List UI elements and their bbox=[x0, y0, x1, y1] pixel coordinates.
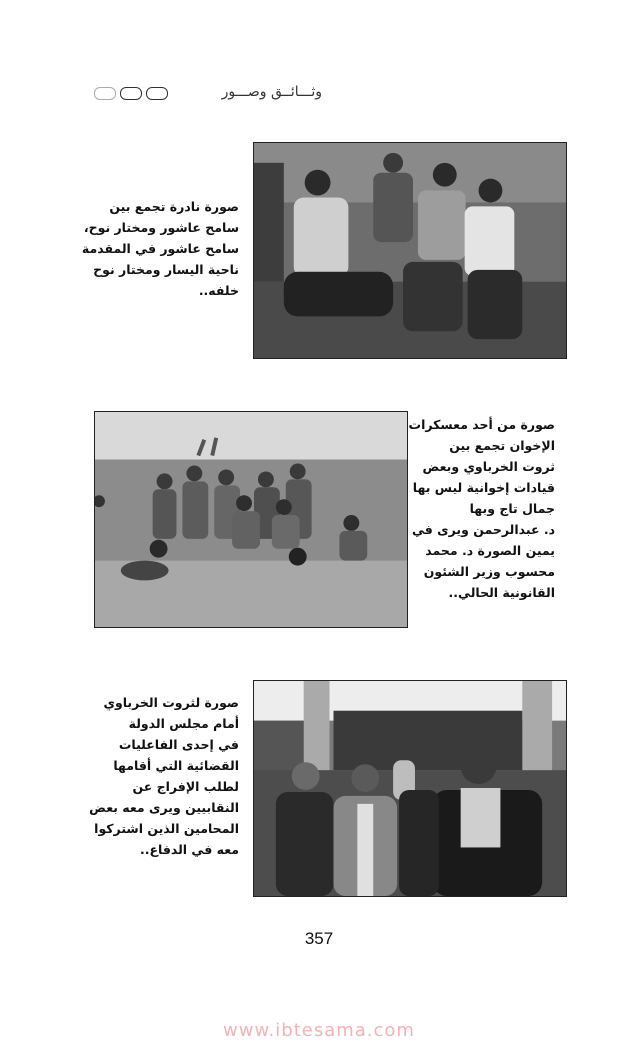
caption-line: جمال تاج وبها bbox=[469, 501, 555, 516]
caption-line: صورة لثروت الخرباوي bbox=[103, 695, 239, 710]
caption-line: المحامين الذين اشتركوا bbox=[94, 821, 239, 836]
photo-1-caption bbox=[82, 196, 239, 301]
caption-line: يمين الصورة د. محمد bbox=[425, 543, 555, 558]
caption-line: القضائية التي أقامها bbox=[113, 758, 239, 773]
caption-line: القانونية الحالي.. bbox=[448, 585, 555, 600]
caption-line: د. عبدالرحمن ويرى في bbox=[412, 522, 555, 537]
caption-line: النقابيين ويرى معه بعض bbox=[89, 800, 239, 815]
photo-group-sitting bbox=[253, 142, 567, 359]
caption-line: صورة من أحد معسكرات bbox=[408, 417, 555, 432]
caption-line: لطلب الإفراج عن bbox=[132, 779, 239, 794]
header-ornament-pill bbox=[94, 87, 116, 100]
caption-line: أمام مجلس الدولة bbox=[128, 716, 239, 731]
caption-line: ثروت الخرباوي وبعض bbox=[422, 459, 555, 474]
watermark-url: www.ibtesama.com bbox=[223, 1020, 415, 1041]
caption-line: الإخوان تجمع بين bbox=[449, 438, 555, 453]
caption-line: سامح عاشور في المقدمة bbox=[81, 241, 239, 256]
photo-group-swimming bbox=[94, 411, 408, 628]
photo-2-caption bbox=[409, 414, 555, 603]
caption-line: ناحية اليسار ومختار نوح bbox=[93, 262, 239, 277]
photo-3-caption bbox=[89, 692, 239, 860]
caption-line: في إحدى الفاعليات bbox=[118, 737, 239, 752]
caption-line: قيادات إخوانية ليس بها bbox=[412, 480, 555, 495]
caption-line: معه في الدفاع.. bbox=[139, 842, 239, 857]
caption-line: خلفه.. bbox=[198, 283, 239, 298]
photo-protest-council bbox=[253, 680, 567, 897]
header-ornament-pill bbox=[146, 87, 168, 100]
caption-line: محسوب وزير الشئون bbox=[423, 564, 555, 579]
header-title: وثـــائــق وصـــور bbox=[221, 84, 322, 100]
header-ornament-pill bbox=[120, 87, 142, 100]
page-number: 357 bbox=[304, 929, 334, 948]
caption-line: صورة نادرة تجمع بين bbox=[109, 199, 239, 214]
caption-line: سامح عاشور ومختار نوح، bbox=[83, 220, 239, 235]
running-header bbox=[94, 84, 322, 106]
